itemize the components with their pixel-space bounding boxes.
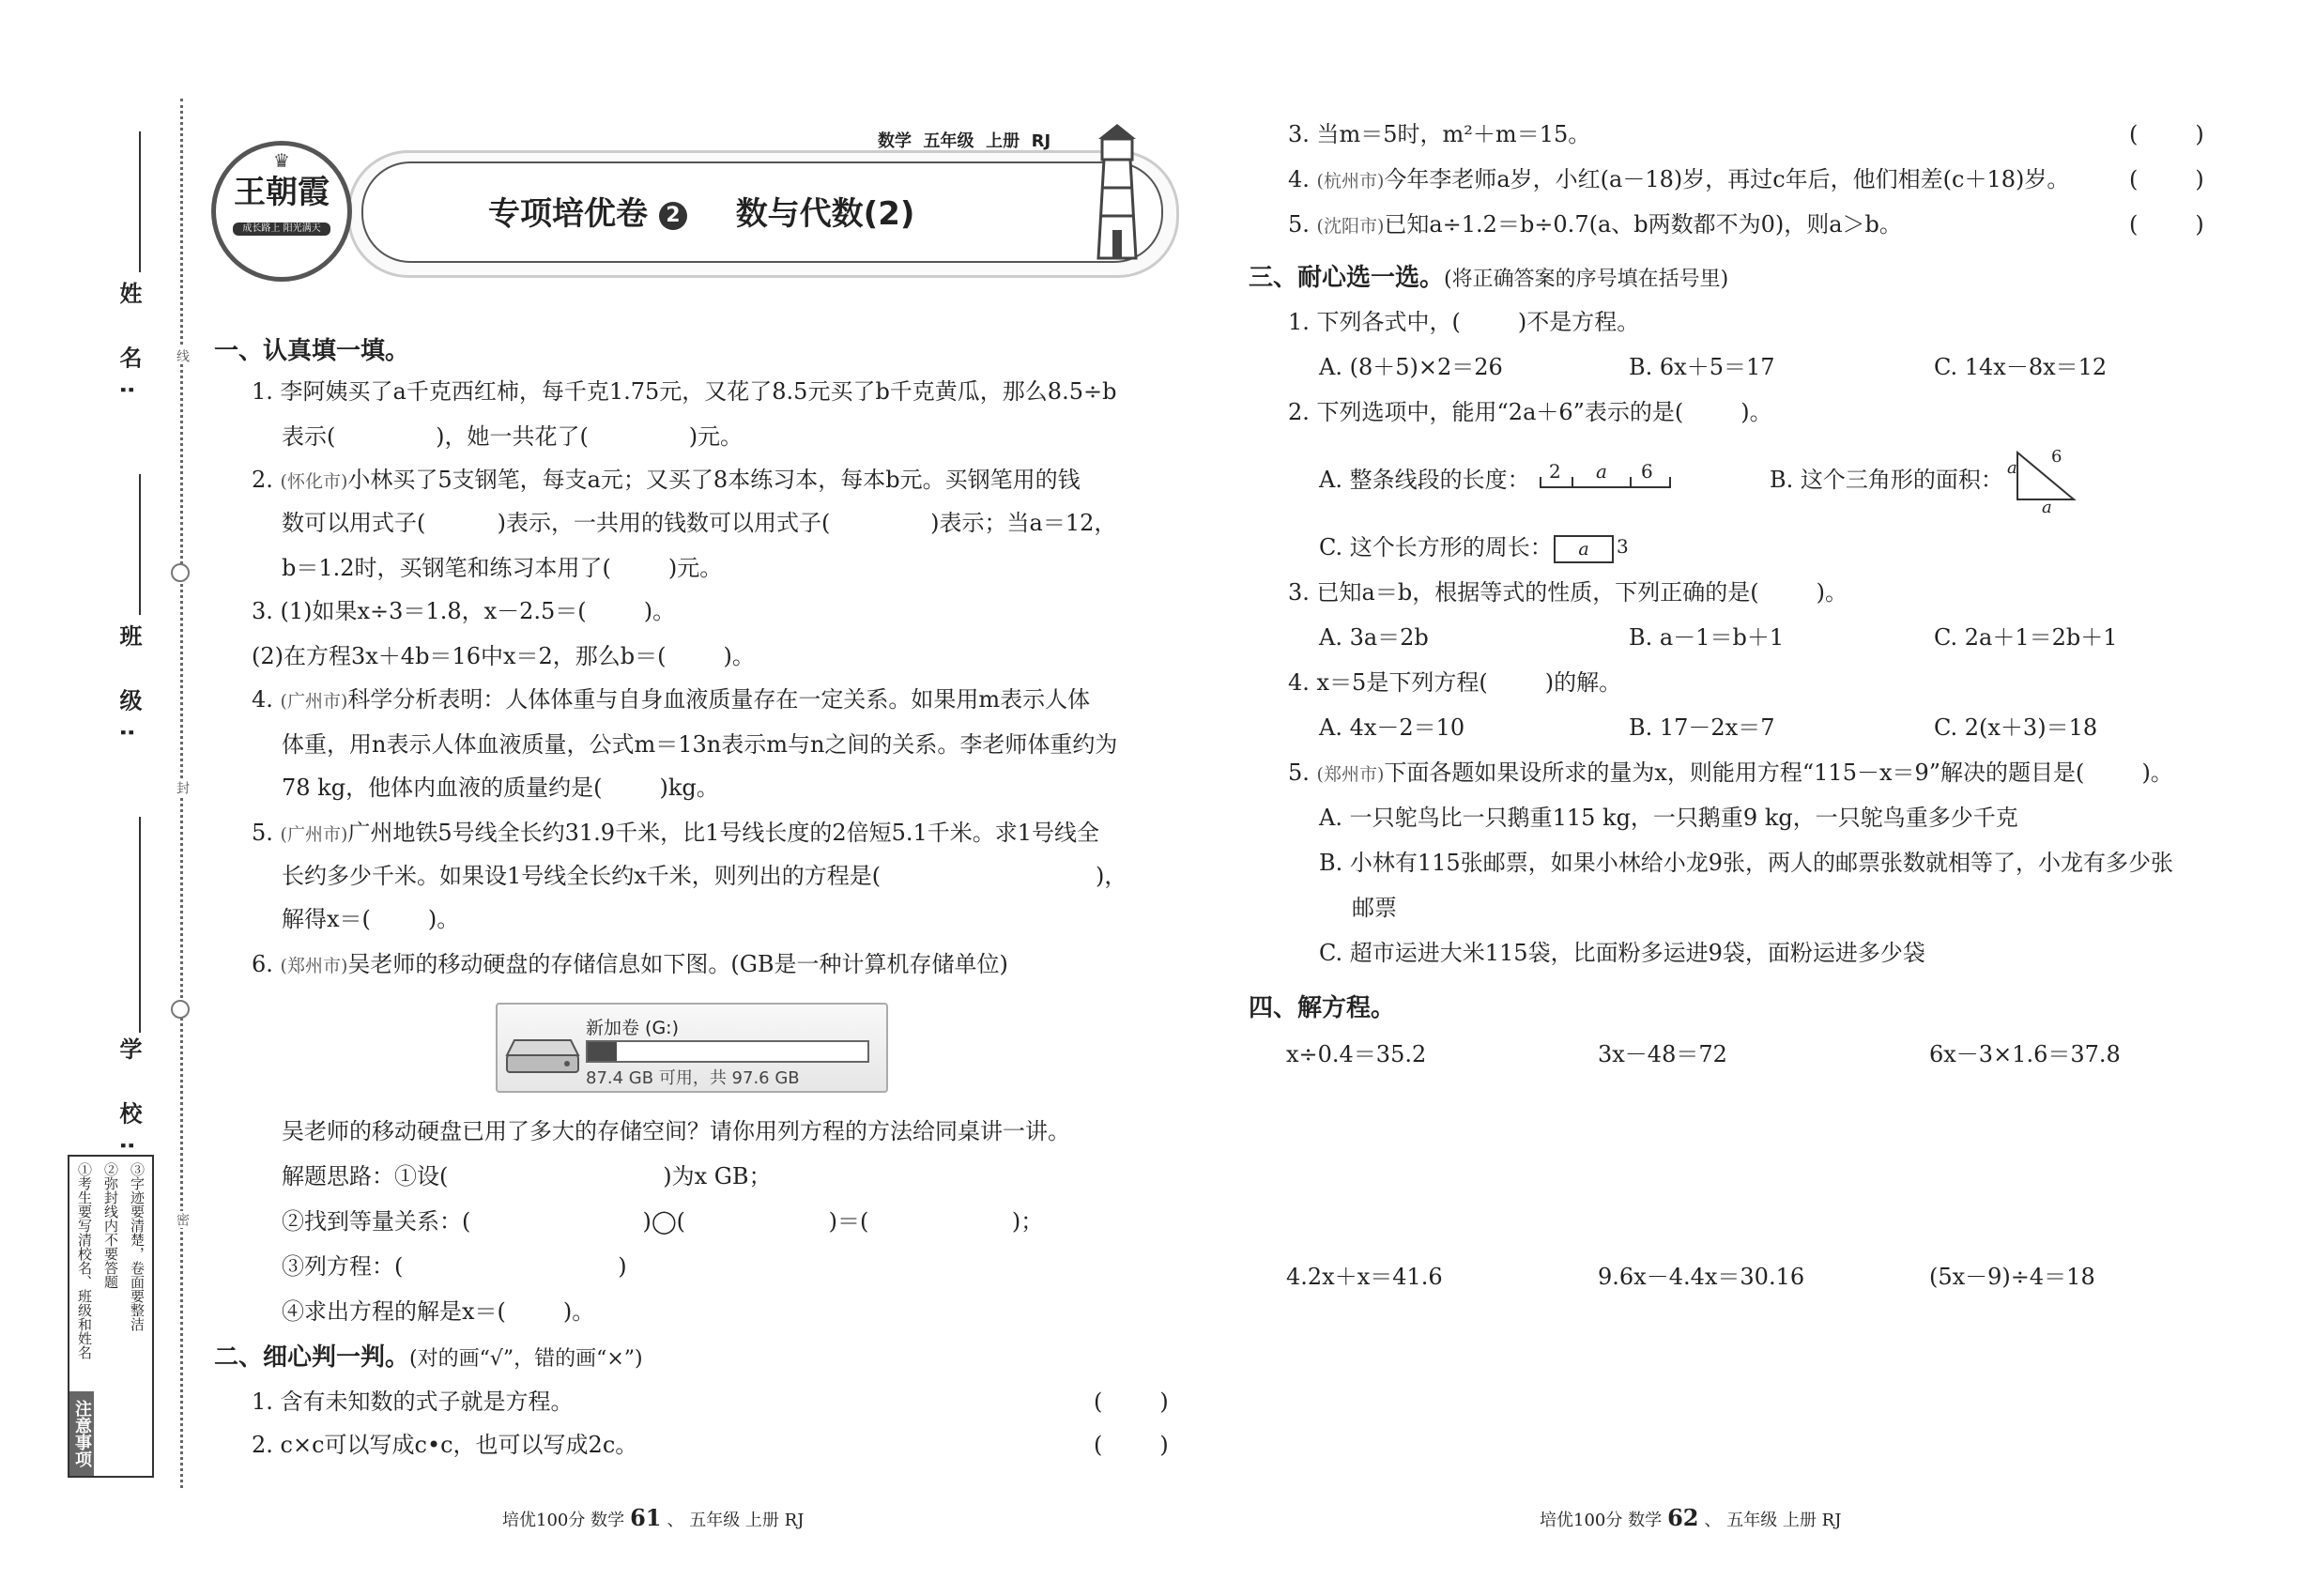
brand-logo (211, 141, 352, 282)
q6-text: 吴老师的移动硬盘的存储信息如下图。(GB是一种计算机存储单位) (347, 951, 1008, 977)
q5-line-1: 5. (广州市)广州地铁5号线全长约31.9千米，比1号线长度的2倍短5.1千米。求1号线全 (252, 820, 1100, 846)
q1-line-2: 表示( )，她一共花了( )元。 (282, 423, 744, 450)
hard-drive-icon (505, 1031, 580, 1078)
footer-grade: 、 五年级 上册 RJ (667, 1511, 805, 1530)
q5-city: (广州市) (280, 824, 348, 845)
section-4-title: 四、解方程。 (1249, 994, 1396, 1022)
answer-bracket[interactable]: ( ) (1094, 1389, 1169, 1415)
q3-line-1: 3. (1)如果x÷3＝1.8，x－2.5＝( )。 (252, 598, 676, 624)
logo-name: 王朝霞 (234, 174, 330, 211)
q5-line-2: 长约多少千米。如果设1号线全长约x千米，则列出的方程是( )， (282, 863, 1127, 889)
choice-5-b-2: 邮票 (1352, 895, 1397, 921)
answer-bracket[interactable]: ( ) (1094, 1432, 1169, 1458)
answer-bracket[interactable]: ( ) (2129, 211, 2204, 238)
equation-5: 9.6x－4.4x＝30.16 (1598, 1264, 1805, 1290)
j5-text: 已知a÷1.2＝b÷0.7(a、b两数都不为0)，则a＞b。 (1384, 211, 1902, 238)
section-2-title (214, 1343, 643, 1374)
segment-tick (1540, 477, 1541, 488)
seal-char-3: 密 (175, 1213, 190, 1226)
q2-line-2: 数可以用式子( )表示，一共用的钱数可以用式子( )表示；当a＝12， (282, 510, 1117, 536)
equation-2: 3x－48＝72 (1598, 1041, 1727, 1067)
choice-5-c: C. 超市运进大米115袋，比面粉多运进9袋，面粉运进多少袋 (1319, 940, 1925, 966)
section-2-note: (对的画“√”，错的画“×”) (409, 1347, 643, 1371)
judge-3: 3. 当m＝5时，m²＋m＝15。 (1288, 121, 1591, 147)
judge-1: 1. 含有未知数的式子就是方程。 (252, 1389, 574, 1415)
equation-6: (5x－9)÷4＝18 (1929, 1264, 2095, 1290)
page-title (488, 188, 914, 234)
triangle-label-right: 6 (2051, 447, 2062, 467)
choice-3-b: B. a－1＝b＋1 (1629, 624, 1785, 651)
segment-tick (1630, 477, 1632, 488)
choice-5: 5. (郑州市)下面各题如果设所求的量为x，则能用方程“115－x＝9”解决的题目是( )。 (1288, 760, 2173, 786)
section-3-title (1249, 263, 1728, 295)
q4-city: (广州市) (280, 691, 348, 712)
choice-4-c: C. 2(x＋3)＝18 (1934, 714, 2098, 741)
choice-1: 1. 下列各式中，( )不是方程。 (1288, 309, 1640, 335)
logo-slogan: 成长路上 阳光满天 (233, 223, 330, 236)
q2-text: 小林买了5支钢笔，每支a元；又买了8本练习本，每本b元。买钢笔用的钱 (347, 467, 1081, 493)
choice-3-c: C. 2a＋1＝2b＋1 (1934, 624, 2118, 651)
q6-line-2: 吴老师的移动硬盘已用了多大的存储空间？请你用列方程的方法给同桌讲一讲。 (282, 1118, 1070, 1144)
equation-4: 4.2x＋x＝41.6 (1286, 1264, 1443, 1290)
section-2-heading: 二、细心判一判。 (214, 1343, 410, 1372)
choice-2: 2. 下列选项中，能用“2a＋6”表示的是( )。 (1288, 399, 1772, 425)
choice-5-b-1: B. 小林有115张邮票，如果小林给小龙9张，两人的邮票张数就相等了，小龙有多少张 (1319, 850, 2173, 876)
segment-tick (1669, 477, 1671, 488)
choice-2-a: A. 整条线段的长度： (1319, 467, 1530, 493)
judge-2: 2. c×c可以写成c•c，也可以写成2c。 (252, 1432, 638, 1458)
section-3-note: (将正确答案的序号填在括号里) (1444, 268, 1729, 291)
j4-text: 今年李老师a岁，小红(a－18)岁，再过c年后，他们相差(c＋18)岁。 (1384, 166, 2070, 192)
q6-line-3: 解题思路：①设( )为x GB； (282, 1163, 772, 1189)
header-tag: 数学 五年级 上册 RJ (878, 131, 1051, 151)
notice-box (68, 1155, 154, 1478)
choice-3: 3. 已知a＝b，根据等式的性质，下列正确的是( )。 (1288, 579, 1848, 606)
section-1-title: 一、认真填一填。 (214, 337, 410, 365)
equation-1: x÷0.4＝35.2 (1286, 1041, 1427, 1067)
disk-widget (496, 1003, 888, 1093)
title-part-1: 专项培优卷 (488, 195, 648, 233)
footer-right-page (1540, 1504, 1841, 1531)
title-number-badge: 2 (659, 202, 687, 230)
crown-icon: ♛ (273, 149, 290, 172)
q4-line-2: 体重，用n表示人体血液质量，公式m＝13n表示m与n之间的关系。李老师体重约为 (282, 731, 1118, 758)
seal-char-2: 封 (175, 781, 190, 794)
rectangle-label: 3 (1617, 535, 1629, 558)
answer-bracket[interactable]: ( ) (2129, 166, 2204, 192)
footer-grade: 、 五年级 上册 RJ (1704, 1511, 1842, 1530)
choice-1-a: A. (8＋5)×2＝26 (1319, 354, 1503, 380)
page-number: 61 (630, 1504, 662, 1531)
rectangle-figure: a (1554, 535, 1614, 563)
choice-2-b: B. 这个三角形的面积： (1770, 467, 2003, 493)
q3-line-2: (2)在方程3x＋4b＝16中x＝2，那么b＝( )。 (252, 643, 755, 669)
school-label: 学 校: (115, 1037, 142, 1167)
notice-item-1: ①考生要写清校名、班级和姓名 (76, 1162, 93, 1359)
choice-2-c: C. 这个长方形的周长： (1319, 534, 1553, 560)
q4-line-3: 78 kg，他体内血液的质量约是( )kg。 (282, 775, 719, 801)
j4-city: (杭州市) (1316, 171, 1385, 192)
q5-line-3: 解得x＝( )。 (282, 906, 460, 932)
q6-city: (郑州市) (280, 956, 348, 976)
circle-mark-icon (171, 1000, 190, 1019)
q2-line-1: 2. (怀化市)小林买了5支钢笔，每支a元；又买了8本练习本，每本b元。买钢笔用的钱 (252, 467, 1081, 493)
choice-5-a: A. 一只鸵鸟比一只鹅重115 kg，一只鹅重9 kg，一只鸵鸟重多少千克 (1319, 805, 2018, 831)
name-underline[interactable] (139, 131, 141, 272)
class-label: 班 级: (115, 624, 142, 754)
class-underline[interactable] (139, 474, 141, 615)
disk-info: 87.4 GB 可用，共 97.6 GB (586, 1068, 800, 1088)
c5-text: 下面各题如果设所求的量为x，则能用方程“115－x＝9”解决的题目是( )。 (1384, 760, 2173, 786)
name-label: 姓 名: (115, 282, 142, 411)
notice-title: 注意事项 (69, 1391, 94, 1476)
q6-line-5: ③列方程：( ) (282, 1253, 627, 1280)
j5-city: (沈阳市) (1316, 216, 1385, 237)
notice-item-3: ③字迹要清楚，卷面要整洁 (129, 1162, 146, 1331)
notice-item-2: ②弥封线内不要答题 (102, 1162, 119, 1289)
choice-3-a: A. 3a＝2b (1319, 624, 1429, 651)
q6-line-6: ④求出方程的解是x＝( )。 (282, 1298, 595, 1325)
segment-label-3: 6 (1641, 460, 1653, 483)
q2-line-3: b＝1.2时，买钢笔和练习本用了( )元。 (282, 555, 723, 581)
c5-city: (郑州市) (1316, 764, 1385, 785)
page-number: 62 (1667, 1504, 1699, 1531)
q5-text: 广州地铁5号线全长约31.9千米，比1号线长度的2倍短5.1千米。求1号线全 (347, 820, 1100, 846)
footer-book: 培优100分 数学 (502, 1511, 625, 1530)
choice-4-a: A. 4x－2＝10 (1319, 714, 1465, 741)
school-underline[interactable] (139, 817, 141, 1033)
judge-5: 5. (沈阳市)已知a÷1.2＝b÷0.7(a、b两数都不为0)，则a＞b。 (1288, 211, 1902, 238)
footer-left-page (502, 1504, 804, 1531)
choice-4-b: B. 17－2x＝7 (1629, 714, 1775, 741)
answer-bracket[interactable]: ( ) (2129, 121, 2204, 147)
triangle-label-left: a (2007, 458, 2017, 478)
equation-3: 6x－3×1.6＝37.8 (1929, 1041, 2121, 1067)
choice-1-c: C. 14x－8x＝12 (1934, 354, 2108, 380)
section-3-heading: 三、耐心选一选。 (1249, 264, 1445, 292)
circle-mark-icon (171, 563, 190, 582)
choice-1-b: B. 6x＋5＝17 (1629, 354, 1775, 380)
segment-label-1: 2 (1549, 460, 1561, 483)
title-part-2: 数与代数(2) (735, 195, 915, 233)
lighthouse-icon (1080, 122, 1155, 263)
triangle-label-bottom: a (2042, 498, 2052, 517)
q6-line-4: ②找到等量关系：( )◯( )＝( )； (282, 1208, 1044, 1235)
judge-4: 4. (杭州市)今年李老师a岁，小红(a－18)岁，再过c年后，他们相差(c＋18)岁。 (1288, 166, 2070, 192)
segment-figure (1540, 460, 1671, 498)
disk-usage-bar (586, 1040, 869, 1063)
q4-text: 科学分析表明：人体体重与自身血液质量存在一定关系。如果用m表示人体 (347, 686, 1091, 713)
disk-name: 新加卷 (G:) (586, 1018, 679, 1038)
footer-book: 培优100分 数学 (1540, 1511, 1663, 1530)
q6-line-1: 6. (郑州市)吴老师的移动硬盘的存储信息如下图。(GB是一种计算机存储单位) (252, 951, 1008, 977)
q4-line-1: 4. (广州市)科学分析表明：人体体重与自身血液质量存在一定关系。如果用m表示人体 (252, 686, 1091, 713)
q1-line-1: 1. 李阿姨买了a千克西红柿，每千克1.75元，又花了8.5元买了b千克黄瓜，那么8.5÷b (252, 378, 1117, 405)
segment-label-2: a (1596, 460, 1607, 483)
segment-tick (1572, 477, 1573, 488)
seal-char-1: 线 (175, 349, 190, 362)
choice-4: 4. x＝5是下列方程( )的解。 (1288, 669, 1622, 696)
disk-usage-fill (588, 1042, 617, 1061)
segment-line (1540, 486, 1671, 488)
q2-city: (怀化市) (280, 471, 348, 492)
